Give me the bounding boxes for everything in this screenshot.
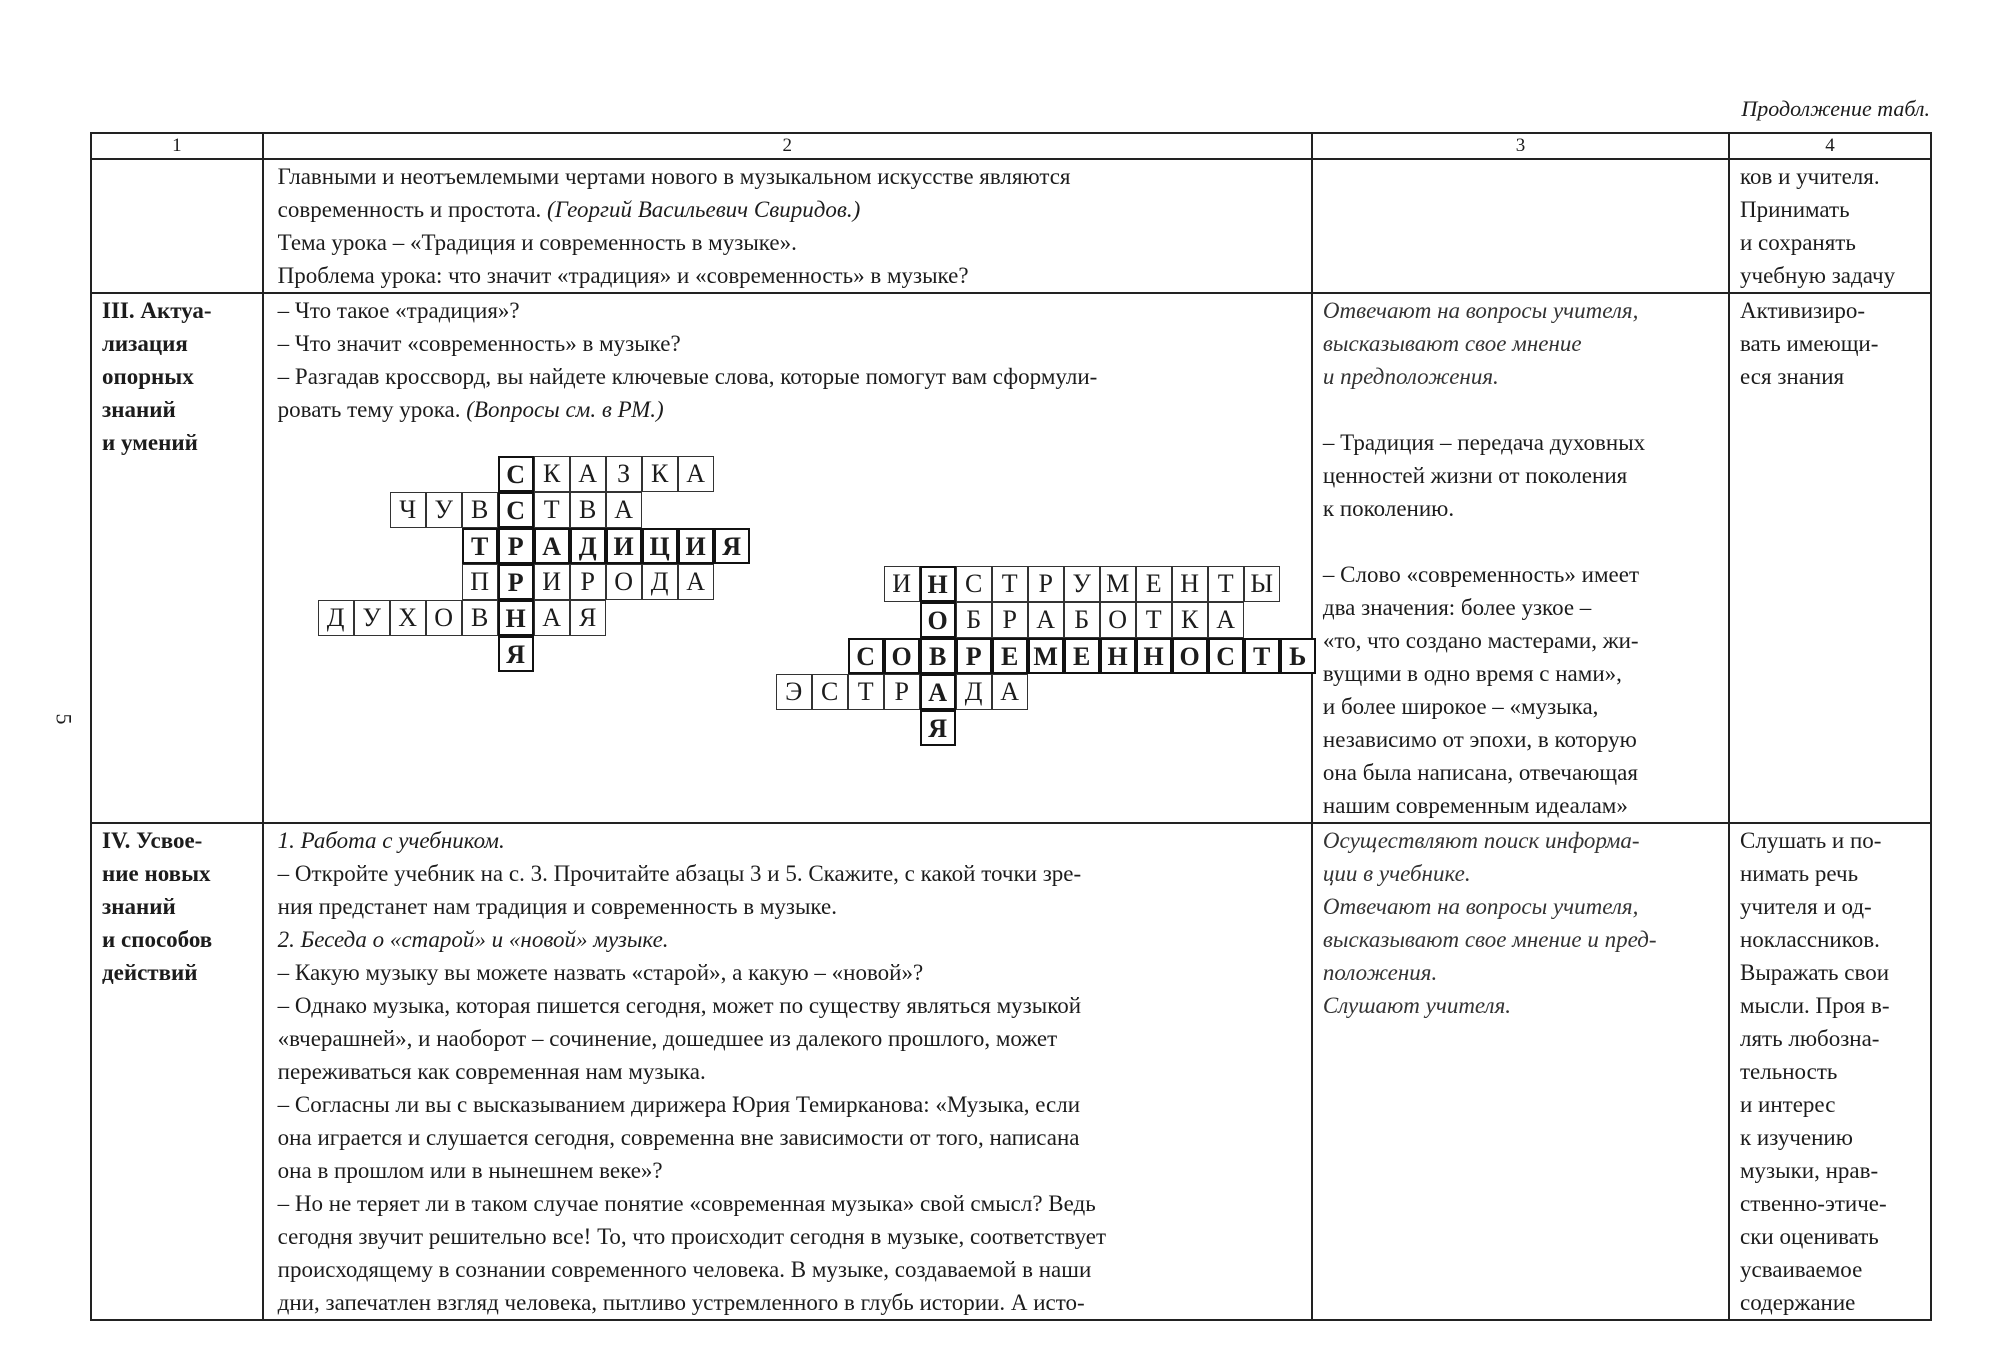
crossword-cell: О (884, 638, 920, 674)
text-line (278, 857, 1301, 890)
crossword-cell: Н (920, 566, 956, 602)
text-run: – Но не теряет ли в таком случае понятие «современная музыка» свой смысл? Ведь (277, 1191, 1096, 1216)
text-line: высказывают свое мнение и пред- (1322, 927, 1657, 952)
crossword-cell: В (462, 492, 498, 528)
text-line: Слушают учителя. (1322, 993, 1512, 1018)
text-line (278, 226, 1301, 259)
stage-new-knowledge-lines (102, 824, 252, 989)
crossword-cell: Е (1064, 638, 1100, 674)
text-line: Осуществляют поиск информа- (1322, 828, 1640, 853)
text-line: Активизиро- (1740, 298, 1866, 323)
text-line: нашим современным идеалам» (1322, 793, 1628, 818)
text-line (278, 923, 1301, 956)
text-line: независимо от эпохи, в которую (1322, 727, 1637, 752)
intro-skills-lines (1740, 160, 1920, 292)
text-line: и сохранять (1740, 230, 1856, 255)
text-line (278, 890, 1301, 923)
row-intro-skills (1729, 159, 1931, 293)
crossword-cell: А (992, 674, 1028, 710)
text-run: современность и простота. (277, 197, 548, 222)
text-line (278, 989, 1301, 1022)
crossword-cell: Д (642, 564, 678, 600)
text-line: опорных (102, 364, 194, 389)
crossword-cell: Р (992, 602, 1028, 638)
crossword-cell: В (920, 638, 956, 674)
text-line: и способов (102, 927, 213, 952)
text-line: ноклассников. (1740, 927, 1880, 952)
crossword-cell: К (642, 456, 678, 492)
text-line: и более широкое – «музыка, (1322, 694, 1599, 719)
row-actualization (91, 293, 1931, 823)
text-run: она в прошлом или в нынешнем веке»? (277, 1158, 663, 1183)
text-line: два значения: более узкое – (1322, 595, 1592, 620)
crossword-cell: Я (570, 600, 606, 636)
text-line: лизация (102, 331, 188, 356)
crossword-cell: Б (1064, 602, 1100, 638)
text-line: положения. (1322, 960, 1438, 985)
crossword-cell: Р (498, 564, 534, 600)
text-line: и предположения. (1322, 364, 1499, 389)
text-line: «то, что создано мастерами, жи- (1322, 628, 1639, 653)
crossword-cell: О (426, 600, 462, 636)
text-line: IV. Усвое- (102, 828, 203, 853)
crossword-cell: Т (848, 674, 884, 710)
text-run: – Согласны ли вы с высказыванием дирижера Юрия Темирканова: «Музыка, если (277, 1092, 1081, 1117)
crossword-cell: М (1028, 638, 1064, 674)
crossword-cell: С (848, 638, 884, 674)
text-line: и интерес (1740, 1092, 1836, 1117)
answer-modernity (1323, 558, 1718, 822)
text-run: ровать тему урока. (277, 397, 467, 422)
text-line: Выражать свои (1740, 960, 1890, 985)
text-line (278, 1286, 1301, 1319)
crossword-cell: С (498, 492, 534, 528)
text-line (278, 193, 1301, 226)
new-knowledge-skills-lines (1740, 824, 1920, 1319)
text-line: учебную задачу (1740, 263, 1896, 288)
new-knowledge-activity (1312, 823, 1729, 1320)
crossword-cell: И (678, 528, 714, 564)
header-col-2: 2 (263, 133, 1312, 159)
crossword-cell: С (1208, 638, 1244, 674)
crossword-cell: С (498, 456, 534, 492)
actualization-lines (278, 294, 1301, 426)
text-line (278, 824, 1301, 857)
text-line (278, 1220, 1301, 1253)
text-line: вать имеющи- (1740, 331, 1879, 356)
text-line: знаний (102, 397, 176, 422)
crossword-cell: П (462, 564, 498, 600)
text-line: содержание (1740, 1290, 1856, 1315)
crossword-cell: Ч (390, 492, 426, 528)
text-line: тельность (1740, 1059, 1838, 1084)
crossword-cell: Я (714, 528, 750, 564)
crossword-cell: О (1172, 638, 1208, 674)
crossword-cell: Д (956, 674, 992, 710)
text-line: учителя и од- (1740, 894, 1872, 919)
crossword-cell: Т (1136, 602, 1172, 638)
text-line (278, 259, 1301, 292)
text-line (278, 1253, 1301, 1286)
crossword-cell: А (570, 456, 606, 492)
text-line (278, 1022, 1301, 1055)
crossword-cell: В (570, 492, 606, 528)
page-number: 5 (51, 713, 77, 725)
new-knowledge-content (263, 823, 1312, 1320)
crossword-cell: А (606, 492, 642, 528)
crossword-cell: А (678, 456, 714, 492)
crossword-cell: Э (776, 674, 812, 710)
text-line: музыки, нрав- (1740, 1158, 1879, 1183)
header-row (91, 133, 1931, 159)
text-line: III. Актуа- (102, 298, 212, 323)
row-new-knowledge (91, 823, 1931, 1320)
crossword-cell: З (606, 456, 642, 492)
text-line (278, 956, 1301, 989)
text-line (278, 294, 1301, 327)
crossword-cell: Т (1244, 638, 1280, 674)
text-line: Отвечают на вопросы учителя, (1322, 894, 1639, 919)
text-line: нимать речь (1740, 861, 1859, 886)
text-line (278, 1088, 1301, 1121)
crossword-cell: А (534, 600, 570, 636)
text-line: вущими в одно время с нами», (1322, 661, 1622, 686)
italic-run: (Георгий Васильевич Свиридов.) (547, 197, 861, 222)
text-line: ков и учителя. (1740, 164, 1880, 189)
actualization-skills (1729, 293, 1931, 823)
text-line: к поколению. (1322, 496, 1455, 521)
text-line: и умений (102, 430, 198, 455)
continuation-label: Продолжение табл. (1741, 96, 1930, 121)
crossword-cell: У (1064, 566, 1100, 602)
crossword-cell: Р (570, 564, 606, 600)
text-line: – Слово «современность» имеет (1322, 562, 1640, 587)
crossword-cell: Т (1208, 566, 1244, 602)
crossword-cell: Р (1028, 566, 1064, 602)
crossword-cell: Я (920, 710, 956, 746)
crossword-cell: И (884, 566, 920, 602)
text-run: Проблема урока: что значит «традиция» и «современность» в музыке? (277, 263, 969, 288)
row-intro-stage (91, 159, 263, 293)
crossword-cell: А (1028, 602, 1064, 638)
crossword-cell: Д (318, 600, 354, 636)
text-line: ние новых (102, 861, 211, 886)
answer-tradition (1323, 426, 1718, 525)
text-run: – Что такое «традиция»? (277, 298, 520, 323)
crossword-cell: Р (884, 674, 920, 710)
crossword-cell: В (462, 600, 498, 636)
crossword-cell: И (606, 528, 642, 564)
crossword-cell: О (1100, 602, 1136, 638)
stage-actualization-lines (102, 294, 252, 459)
crossword-cell: Н (1172, 566, 1208, 602)
crossword-cell: Р (498, 528, 534, 564)
text-run: Тема урока – «Традиция и современность в музыке». (277, 230, 797, 255)
crossword-cell: А (920, 674, 956, 710)
text-line: высказывают свое мнение (1322, 331, 1582, 356)
crossword (278, 426, 1307, 806)
text-run: – Разгадав кроссворд, вы найдете ключевые слова, которые помогут вам сформули- (277, 364, 1098, 389)
crossword-cell: Р (956, 638, 992, 674)
crossword-cell: Я (498, 636, 534, 672)
stage-actualization (91, 293, 263, 823)
crossword-cell: О (920, 602, 956, 638)
lesson-table (90, 132, 1932, 1321)
crossword-cell: Ь (1280, 638, 1316, 674)
crossword-cell: С (956, 566, 992, 602)
text-line (278, 1121, 1301, 1154)
header-col-3: 3 (1312, 133, 1729, 159)
text-run: переживаться как современная нам музыка. (277, 1059, 706, 1084)
italic-run: (Вопросы см. в РМ.) (466, 397, 664, 422)
text-line (278, 160, 1301, 193)
text-line: ценностей жизни от поколения (1322, 463, 1628, 488)
crossword-cell: И (534, 564, 570, 600)
crossword-cell: Т (534, 492, 570, 528)
crossword-cell: Х (390, 600, 426, 636)
crossword-cell: К (1172, 602, 1208, 638)
crossword-cell: К (534, 456, 570, 492)
text-line: Принимать (1740, 197, 1850, 222)
header-col-4: 4 (1729, 133, 1931, 159)
crossword-cell: С (812, 674, 848, 710)
crossword-cell: Н (1136, 638, 1172, 674)
text-line: ции в учебнике. (1322, 861, 1471, 886)
text-line: лять любозна- (1740, 1026, 1880, 1051)
crossword-cell: Е (1136, 566, 1172, 602)
text-line (278, 360, 1301, 393)
text-run: «вчерашней», и наоборот – сочинение, дошедшее из далекого прошлого, может (277, 1026, 1058, 1051)
crossword-cell: Ц (642, 528, 678, 564)
crossword-cell: Е (992, 638, 1028, 674)
text-run: – Откройте учебник на с. 3. Прочитайте абзацы 3 и 5. Скажите, с какой точки зре- (277, 861, 1082, 886)
text-line: действий (102, 960, 198, 985)
crossword-cell: Д (570, 528, 606, 564)
crossword-cell: А (534, 528, 570, 564)
text-line (278, 1187, 1301, 1220)
row-intro-content (263, 159, 1312, 293)
text-run: сегодня звучит решительно все! То, что происходит сегодня в музыке, соответствует (277, 1224, 1107, 1249)
crossword-cell: У (354, 600, 390, 636)
row-intro-activity (1312, 159, 1729, 293)
text-run: она играется и слушается сегодня, современна вне зависимости от того, написана (277, 1125, 1080, 1150)
actualization-activity-italic (1323, 294, 1718, 393)
actualization-activity (1312, 293, 1729, 823)
text-line (278, 1055, 1301, 1088)
text-run: – Что значит «современность» в музыке? (277, 331, 681, 356)
crossword-cell: Т (992, 566, 1028, 602)
text-line: усваиваемое (1740, 1257, 1863, 1282)
text-run: дни, запечатлен взгляд человека, пытливо устремленного в глубь истории. А исто- (277, 1290, 1085, 1315)
crossword-cell: А (678, 564, 714, 600)
crossword-cell: Ы (1244, 566, 1280, 602)
stage-new-knowledge (91, 823, 263, 1320)
text-line: еся знания (1740, 364, 1845, 389)
crossword-cell: Н (1100, 638, 1136, 674)
crossword-cell: Т (462, 528, 498, 564)
text-line: мысли. Проя в- (1740, 993, 1890, 1018)
text-run: Главными и неотъемлемыми чертами нового в музыкальном искусстве являются (277, 164, 1071, 189)
row-intro (91, 159, 1931, 293)
text-run: ния предстанет нам традиция и современность в музыке. (277, 894, 837, 919)
text-run: происходящему в сознании современного человека. В музыке, создаваемой в наши (277, 1257, 1092, 1282)
header-col-1: 1 (91, 133, 263, 159)
crossword-cell: М (1100, 566, 1136, 602)
crossword-cell: Н (498, 600, 534, 636)
new-knowledge-lines (278, 824, 1301, 1319)
text-line: Отвечают на вопросы учителя, (1322, 298, 1639, 323)
crossword-cell: О (606, 564, 642, 600)
crossword-cell: А (1208, 602, 1244, 638)
text-line: ственно-этиче- (1740, 1191, 1887, 1216)
actualization-skills-lines (1740, 294, 1920, 393)
intro-lines (278, 160, 1301, 292)
new-knowledge-activity-italic (1323, 824, 1718, 1022)
italic-run: 2. Беседа о «старой» и «новой» музыке. (277, 927, 669, 952)
text-line: – Традиция – передача духовных (1322, 430, 1646, 455)
text-line (278, 1154, 1301, 1187)
text-line (278, 327, 1301, 360)
new-knowledge-skills (1729, 823, 1931, 1320)
crossword-cell: У (426, 492, 462, 528)
text-line: к изучению (1740, 1125, 1853, 1150)
text-line: ски оценивать (1740, 1224, 1879, 1249)
text-line: Слушать и по- (1740, 828, 1882, 853)
text-run: – Какую музыку вы можете назвать «старой», а какую – «новой»? (277, 960, 924, 985)
text-line (278, 393, 1301, 426)
text-run: – Однако музыка, которая пишется сегодня, может по существу являться музыкой (277, 993, 1082, 1018)
crossword-cell: Б (956, 602, 992, 638)
text-line: она была написана, отвечающая (1322, 760, 1638, 785)
text-line: знаний (102, 894, 176, 919)
italic-run: 1. Работа с учебником. (277, 828, 505, 853)
actualization-content (263, 293, 1312, 823)
